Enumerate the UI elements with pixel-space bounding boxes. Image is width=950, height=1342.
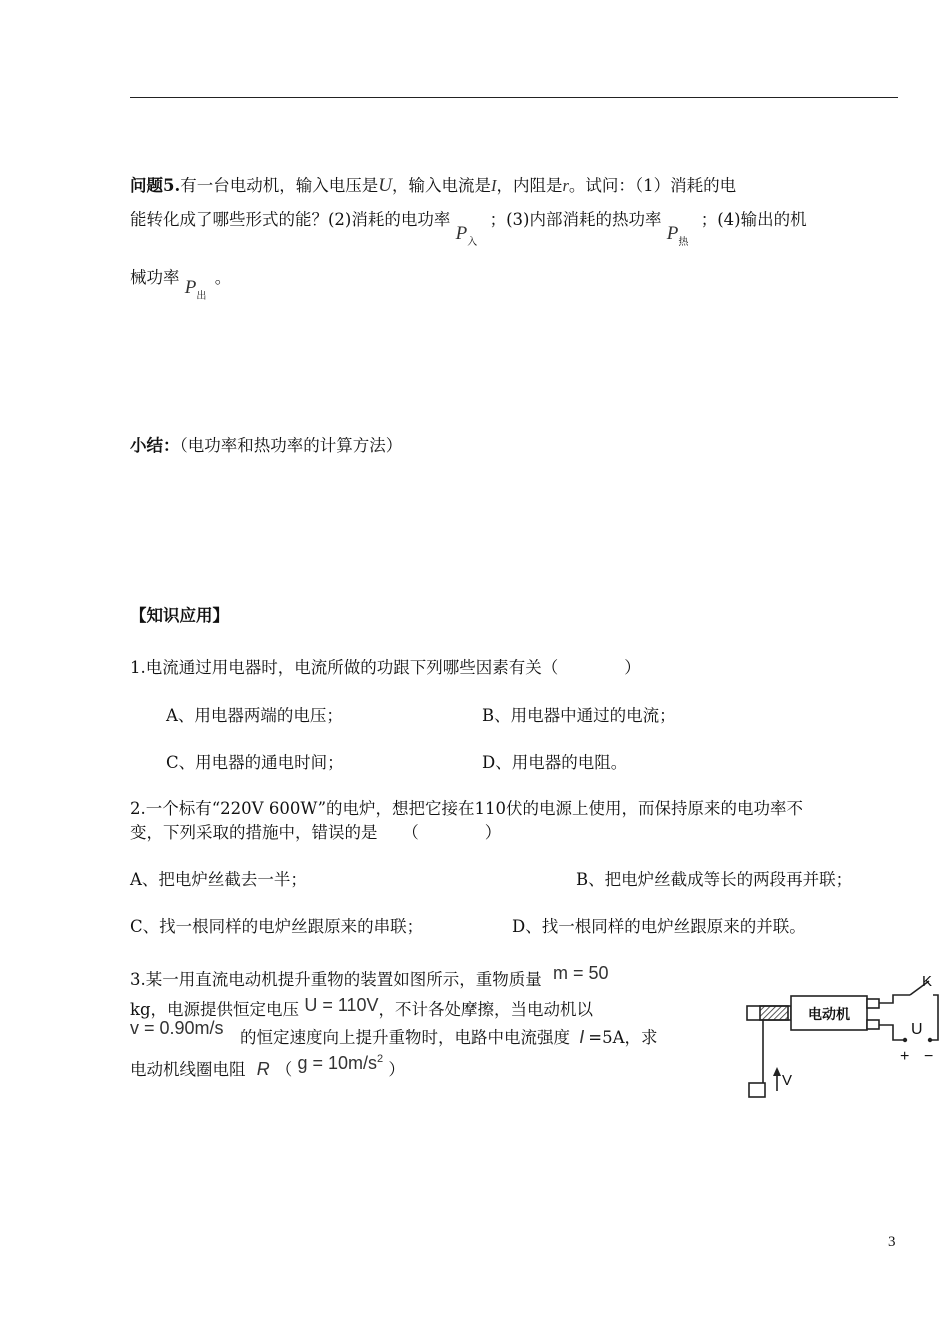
problem5-line1: 问题5.有一台电动机，输入电压是U，输入电流是I，内阻是r。试问：（1）消耗的电 xyxy=(130,175,737,196)
page-number: 3 xyxy=(888,1234,896,1250)
velocity-arrowhead xyxy=(773,1067,781,1076)
power-heat-symbol: $P_热$ xyxy=(666,223,689,248)
problem5-line2: 能转化成了哪些形式的能？(2)消耗的电功率 $P_入$；(3)内部消耗的热功率 $P_热$；(4)输出的机 xyxy=(130,210,807,248)
gravity-equation: $g = 10m/s^2$ xyxy=(297,1053,384,1073)
minus-label: − xyxy=(924,1048,934,1065)
q3-line1: 3.某一用直流电动机提升重物的装置如图所示，重物质量 m = 50 xyxy=(130,963,609,989)
q2-stem-line2: 变，下列采取的措施中，错误的是 （ ） xyxy=(130,823,502,842)
voltage-equation: U = 110V xyxy=(304,995,379,1015)
q3-line4: 电动机线圈电阻 R （ $g = 10m/s^2$ ） xyxy=(130,1053,405,1079)
wire-top xyxy=(879,995,910,1003)
q2-option-d: D、找一根同样的电炉丝跟原来的并联。 xyxy=(512,917,806,936)
wire-right xyxy=(932,995,938,1040)
q1-option-c: C、用电器的通电时间； xyxy=(166,753,344,772)
q2-option-c: C、找一根同样的电炉丝跟原来的串联； xyxy=(130,917,424,936)
wire-bottom xyxy=(879,1025,903,1040)
q1-option-b: B、用电器中通过的电流； xyxy=(482,706,676,725)
terminal-bottom xyxy=(867,1020,879,1029)
plus-label: + xyxy=(900,1048,910,1065)
q1-stem: 1.电流通过用电器时，电流所做的功跟下列哪些因素有关（ ） xyxy=(130,658,641,677)
q3-line3: v = 0.90m/s 的恒定速度向上提升重物时，电路中电流强度 I =5A，求 xyxy=(130,1018,658,1047)
terminal-minus-dot xyxy=(928,1038,932,1042)
header-rule xyxy=(130,97,898,98)
drum xyxy=(760,1006,788,1020)
q1-option-a: A、用电器两端的电压； xyxy=(166,706,343,725)
resistance-symbol: R xyxy=(256,1059,270,1079)
switch-label: K xyxy=(922,973,933,990)
q2-stem-line1: 2.一个标有“220V 600W”的电炉，想把它接在110伏的电源上使用，而保持原来的电功率不 xyxy=(130,799,804,818)
power-in-symbol: $P_入$ xyxy=(455,223,478,248)
problem5-label: 问题5. xyxy=(130,176,181,195)
terminal-top xyxy=(867,999,879,1008)
q1-option-d: D、用电器的电阻。 xyxy=(482,753,628,772)
current-symbol: I xyxy=(579,1027,585,1047)
weight-block xyxy=(749,1083,765,1097)
mass-equation: m = 50 xyxy=(553,963,609,983)
power-out-symbol: $P_出$ xyxy=(184,277,207,302)
summary-label: 小结： xyxy=(130,436,180,455)
q2-option-a: A、把电炉丝截去一半； xyxy=(130,870,307,889)
problem5-line3: 械功率 $P_出$。 xyxy=(130,268,232,302)
motor-label: 电动机 xyxy=(808,1006,850,1022)
velocity-label: V xyxy=(782,1072,793,1089)
summary-text: （电功率和热功率的计算方法） xyxy=(179,436,403,455)
summary xyxy=(130,432,402,456)
motor-circuit-diagram xyxy=(740,968,945,1098)
q2-option-b: B、把电炉丝截成等长的两段再并联； xyxy=(576,870,853,889)
voltage-label: U xyxy=(911,1021,923,1038)
section-title: 【知识应用】 xyxy=(130,606,229,625)
q3-line2: kg，电源提供恒定电压 U = 110V，不计各处摩擦，当电动机以 xyxy=(130,995,594,1019)
terminal-plus-dot xyxy=(903,1038,907,1042)
velocity-equation: v = 0.90m/s xyxy=(130,1018,224,1038)
